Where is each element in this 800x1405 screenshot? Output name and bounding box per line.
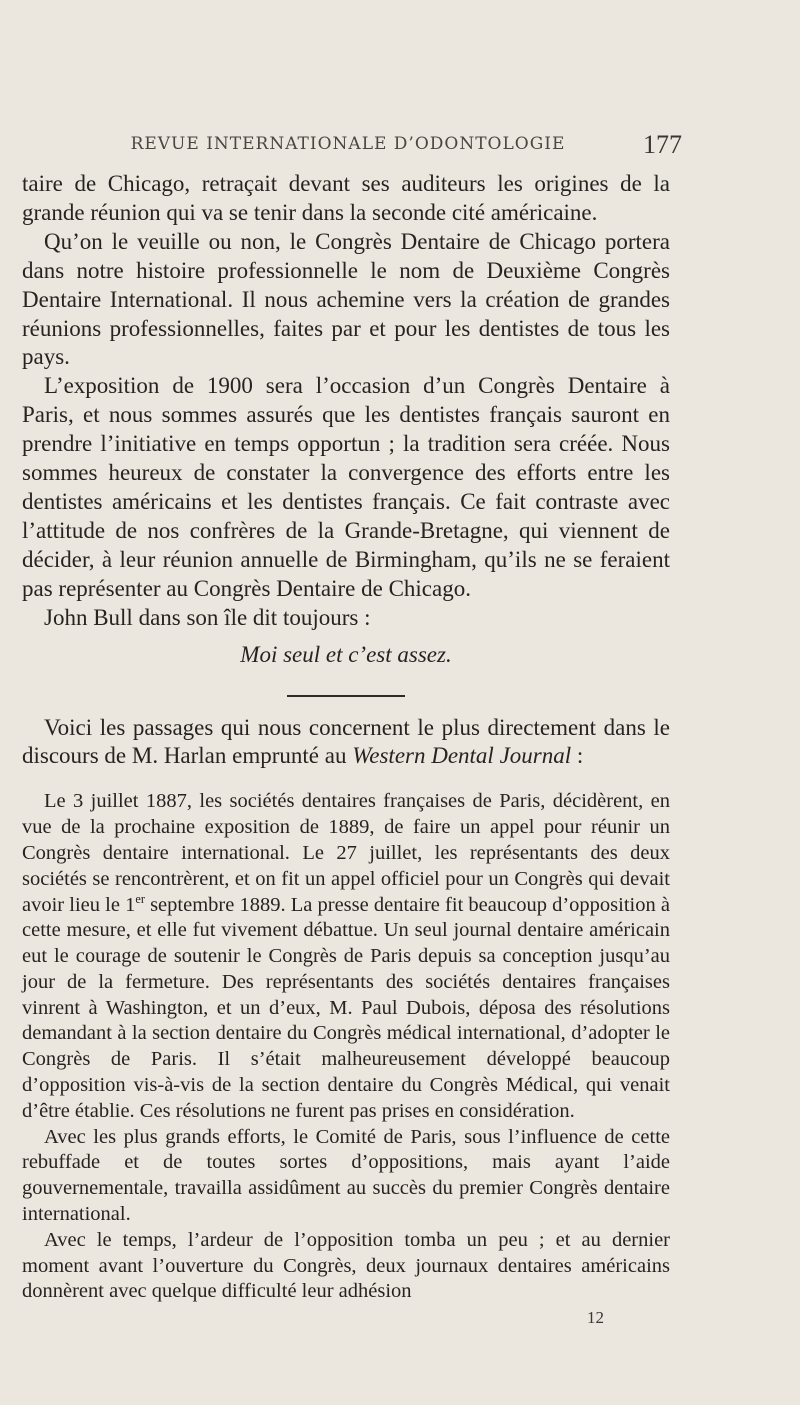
page-header [0, 132, 800, 162]
paragraph-2: Qu’on le veuille ou non, le Congrès Dentaire de Chicago portera dans notre histoire professionnelle le nom de Deuxième Congrès Dentaire International. Il nous achemine vers la création de grandes réunions professionnelles, faites par et pour les dentistes de tous les pays. [22, 228, 670, 370]
paragraph-4: John Bull dans son île dit toujours : [44, 604, 371, 630]
paragraph-3: L’exposition de 1900 sera l’occasion d’un Congrès Dentaire à Paris, et nous sommes assurés que les dentistes français sauront en prendre l’initiative en temps opportun ; la tradition sera créée. Nous sommes heureux de constater la convergence des efforts entre les dentistes américains et les dentistes français. Ce fait contraste avec l’attitude de nos confrères de la Grande-Bretagne, qui viennent de décider, à leur réunion annuelle de Birmingham, qu’ils ne se feraient pas représenter au Congrès Dentaire de Chicago. [22, 373, 670, 601]
page-number: 177 [643, 130, 682, 159]
ordinal-superscript: er [135, 891, 145, 906]
paragraph-1: taire de Chicago, retraçait devant ses auditeurs les origines de la grande réunion qui va se tenir dans la seconde cité américaine. [22, 171, 670, 225]
quote-paragraph-1-b: septembre 1889. La presse dentaire fit beaucoup d’opposition à cette mesure, et elle fut vivement débattue. Un seul journal dentaire américain eut le courage de soutenir le Congrès de Paris depuis sa conception jusqu’au jour de la fermeture. Des représentants des sociétés dentaires françaises vinrent à Washington, et un d’eux, M. Paul Dubois, déposa des résolutions demandant à la section dentaire du Congrès médical international, d’adopter le Congrès de Paris. Il s’était malheureusement développé beaucoup d’opposition vis-à-vis de la section dentaire du Congrès Médical, qui venait d’être établie. Ces résolutions ne furent pas prises en considération. [22, 893, 670, 1122]
body-text [22, 170, 670, 1305]
printer-signature: 12 [587, 1308, 604, 1327]
paragraph-5 [22, 714, 670, 772]
quote-paragraph-2: Avec les plus grands efforts, le Comité de Paris, sous l’influence de cette rebuffade et de toutes sortes d’oppositions, mais ayant l’aide gouvernementale, travailla assidûment au succès du premier Congrès dentaire international. [22, 1125, 670, 1226]
paragraph-5-end: : [571, 743, 584, 769]
motto: Moi seul et c’est assez. [240, 641, 452, 667]
quoted-passage [22, 789, 670, 1305]
section-divider [287, 695, 405, 697]
quote-paragraph-1-a: Le 3 juillet 1887, les sociétés dentaires françaises de Paris, décidèrent, en vue de la prochaine exposition de 1889, de faire un appel pour réunir un Congrès dentaire international. Le 27 juillet, les représentants des deux sociétés se rencontrèrent, et on fit un appel officiel pour un Congrès qui devait avoir lieu le 1 [22, 790, 670, 916]
quote-paragraph-1 [22, 789, 670, 1124]
quote-paragraph-3: Avec le temps, l’ardeur de l’opposition tomba un peu ; et au dernier moment avant l’ouverture du Congrès, deux journaux dentaires américains donnèrent avec quelque difficulté leur adhésion [22, 1228, 670, 1303]
journal-title: Western Dental Journal [352, 743, 572, 769]
running-title: REVUE INTERNATIONALE D’ODONTOLOGIE [130, 134, 566, 154]
paragraph-5-start: Voici les passages qui nous concernent le plus directement dans le discours de M. Harlan emprunté au [22, 714, 670, 769]
